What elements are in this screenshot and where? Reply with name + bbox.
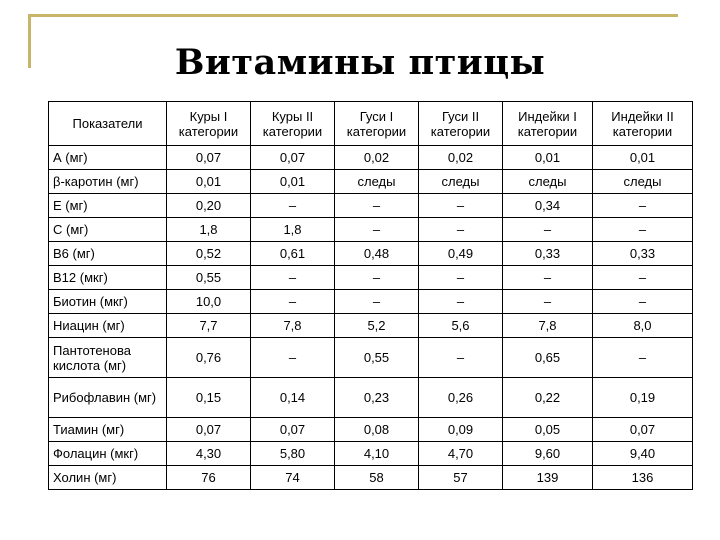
header-chickens-1: Куры I категории bbox=[167, 102, 251, 146]
row-label: А (мг) bbox=[49, 146, 167, 170]
table-cell: 9,60 bbox=[503, 442, 593, 466]
table-cell: 9,40 bbox=[593, 442, 693, 466]
table-cell: – bbox=[503, 218, 593, 242]
table-cell: – bbox=[593, 338, 693, 378]
row-label: Ниацин (мг) bbox=[49, 314, 167, 338]
row-label: Холин (мг) bbox=[49, 466, 167, 490]
table-cell: – bbox=[419, 218, 503, 242]
table-cell: – bbox=[503, 290, 593, 314]
table-row bbox=[49, 378, 693, 418]
row-label: В6 (мг) bbox=[49, 242, 167, 266]
table-cell: 0,55 bbox=[335, 338, 419, 378]
table-cell: 136 bbox=[593, 466, 693, 490]
table-cell: 7,8 bbox=[503, 314, 593, 338]
header-chickens-2: Куры II категории bbox=[251, 102, 335, 146]
table-cell: 0,01 bbox=[167, 170, 251, 194]
table-cell: 57 bbox=[419, 466, 503, 490]
header-geese-2: Гуси II категории bbox=[419, 102, 503, 146]
row-label: Тиамин (мг) bbox=[49, 418, 167, 442]
table-cell: 0,76 bbox=[167, 338, 251, 378]
table-cell: 4,30 bbox=[167, 442, 251, 466]
table-cell: 0,33 bbox=[503, 242, 593, 266]
table-cell: – bbox=[419, 194, 503, 218]
table-row bbox=[49, 338, 693, 378]
table-cell: 76 bbox=[167, 466, 251, 490]
vitamins-table bbox=[48, 101, 693, 490]
table-cell: – bbox=[251, 290, 335, 314]
header-turkeys-1: Индейки I категории bbox=[503, 102, 593, 146]
table-cell: 139 bbox=[503, 466, 593, 490]
table-cell: 0,65 bbox=[503, 338, 593, 378]
table-cell: 0,26 bbox=[419, 378, 503, 418]
table-cell: – bbox=[335, 266, 419, 290]
table-cell: следы bbox=[419, 170, 503, 194]
slide-title: Витамины птицы bbox=[174, 42, 546, 83]
table-cell: – bbox=[593, 290, 693, 314]
table-cell: 0,07 bbox=[167, 146, 251, 170]
table-row bbox=[49, 218, 693, 242]
table-cell: 0,01 bbox=[251, 170, 335, 194]
table-cell: – bbox=[503, 266, 593, 290]
table-cell: – bbox=[335, 194, 419, 218]
table-row bbox=[49, 170, 693, 194]
row-label: В12 (мкг) bbox=[49, 266, 167, 290]
table-cell: 0,09 bbox=[419, 418, 503, 442]
header-turkeys-2: Индейки II категории bbox=[593, 102, 693, 146]
table-cell: 0,48 bbox=[335, 242, 419, 266]
table-row bbox=[49, 194, 693, 218]
table-cell: 5,80 bbox=[251, 442, 335, 466]
row-label: Пантотенова кислота (мг) bbox=[49, 338, 167, 378]
table-cell: 7,8 bbox=[251, 314, 335, 338]
table-cell: 5,2 bbox=[335, 314, 419, 338]
row-label: С (мг) bbox=[49, 218, 167, 242]
table-cell: 0,08 bbox=[335, 418, 419, 442]
table-cell: – bbox=[251, 338, 335, 378]
table-cell: 0,07 bbox=[167, 418, 251, 442]
row-label: Е (мг) bbox=[49, 194, 167, 218]
table-cell: следы bbox=[593, 170, 693, 194]
table-cell: – bbox=[251, 194, 335, 218]
table-cell: 74 bbox=[251, 466, 335, 490]
header-indicators: Показатели bbox=[49, 102, 167, 146]
table-row bbox=[49, 466, 693, 490]
table-cell: 0,22 bbox=[503, 378, 593, 418]
table-header-row bbox=[49, 102, 693, 146]
header-geese-1: Гуси I категории bbox=[335, 102, 419, 146]
decorative-horizontal-line bbox=[28, 14, 678, 17]
table-cell: – bbox=[335, 218, 419, 242]
table-cell: – bbox=[593, 194, 693, 218]
table-cell: 0,23 bbox=[335, 378, 419, 418]
row-label: Фолацин (мкг) bbox=[49, 442, 167, 466]
table-cell: 0,01 bbox=[503, 146, 593, 170]
table-cell: 0,01 bbox=[593, 146, 693, 170]
table-cell: 0,61 bbox=[251, 242, 335, 266]
table-cell: 5,6 bbox=[419, 314, 503, 338]
table-cell: – bbox=[251, 266, 335, 290]
table-row bbox=[49, 418, 693, 442]
table-cell: – bbox=[335, 290, 419, 314]
table-row bbox=[49, 242, 693, 266]
table-cell: 0,34 bbox=[503, 194, 593, 218]
table-cell: 0,20 bbox=[167, 194, 251, 218]
table-cell: 8,0 bbox=[593, 314, 693, 338]
table-cell: 58 bbox=[335, 466, 419, 490]
table-cell: 4,10 bbox=[335, 442, 419, 466]
table-cell: 0,49 bbox=[419, 242, 503, 266]
table-cell: – bbox=[419, 266, 503, 290]
table-cell: 0,05 bbox=[503, 418, 593, 442]
table-cell: 1,8 bbox=[251, 218, 335, 242]
table-cell: 0,07 bbox=[251, 418, 335, 442]
table-row bbox=[49, 314, 693, 338]
table-cell: – bbox=[419, 290, 503, 314]
table-cell: 0,07 bbox=[251, 146, 335, 170]
table-row bbox=[49, 266, 693, 290]
table-cell: 7,7 bbox=[167, 314, 251, 338]
table-cell: 0,19 bbox=[593, 378, 693, 418]
table-cell: 0,14 bbox=[251, 378, 335, 418]
table-cell: 0,55 bbox=[167, 266, 251, 290]
table-cell: 1,8 bbox=[167, 218, 251, 242]
table-cell: 4,70 bbox=[419, 442, 503, 466]
table-cell: 0,33 bbox=[593, 242, 693, 266]
table-cell: 10,0 bbox=[167, 290, 251, 314]
row-label: Рибофлавин (мг) bbox=[49, 378, 167, 418]
row-label: Биотин (мкг) bbox=[49, 290, 167, 314]
table-cell: 0,52 bbox=[167, 242, 251, 266]
table-cell: 0,07 bbox=[593, 418, 693, 442]
table-cell: 0,02 bbox=[335, 146, 419, 170]
table-row bbox=[49, 442, 693, 466]
table-cell: – bbox=[419, 338, 503, 378]
table-cell: следы bbox=[335, 170, 419, 194]
table-cell: следы bbox=[503, 170, 593, 194]
table-cell: 0,02 bbox=[419, 146, 503, 170]
row-label: β-каротин (мг) bbox=[49, 170, 167, 194]
table-cell: 0,15 bbox=[167, 378, 251, 418]
table-row bbox=[49, 290, 693, 314]
table-cell: – bbox=[593, 218, 693, 242]
table-cell: – bbox=[593, 266, 693, 290]
table-row bbox=[49, 146, 693, 170]
